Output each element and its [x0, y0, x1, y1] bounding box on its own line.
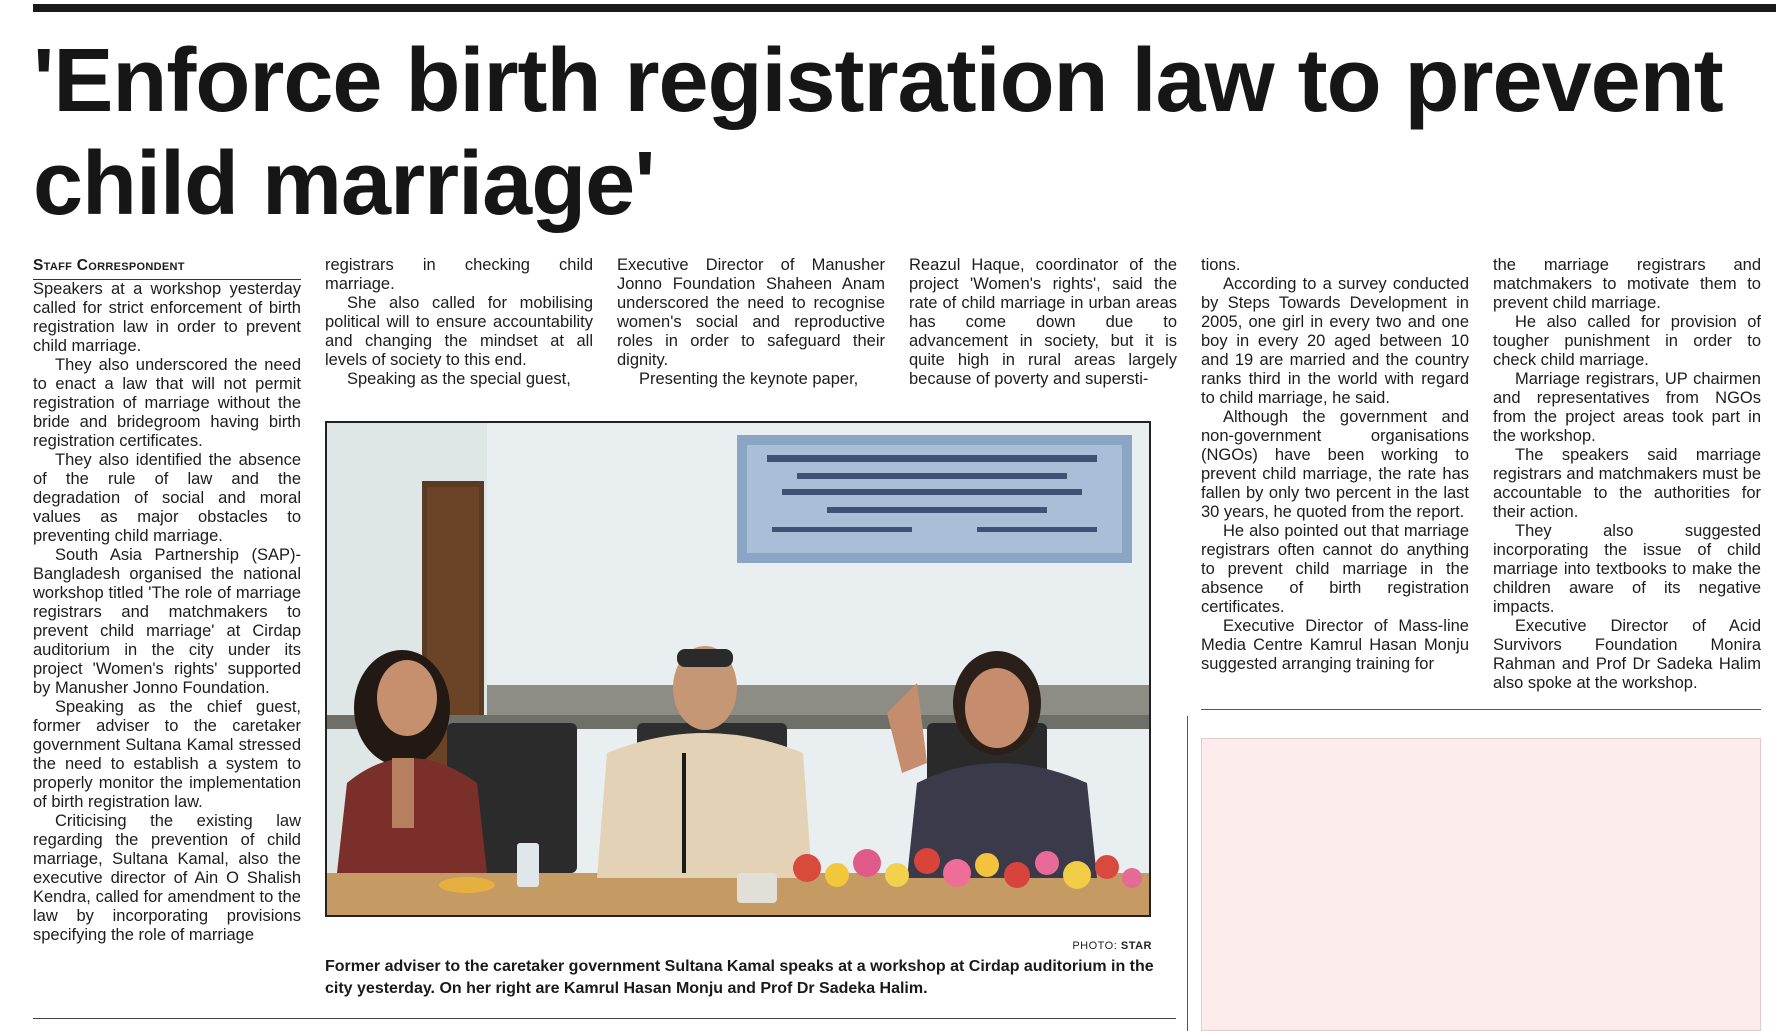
- paragraph: Criticising the existing law regarding the prevention of child marriage, Sultana Kamal, also the executive director of Ain O Shalish Kendra, called for amendment to the law by incorporating provisions specifying the role of marriage: [33, 812, 301, 944]
- paragraph: Executive Director of Manusher Jonno Foundation Shaheen Anam underscored the need to recognise women's social and reproductive roles in order to safeguard their dignity.: [617, 256, 885, 369]
- paragraph: They also underscored the need to enact a law that will not permit registration of marriage without the bride and bridegroom having birth registration certificates.: [33, 356, 301, 450]
- article-column-4: [909, 256, 1177, 389]
- article-column-5: [1201, 256, 1469, 674]
- paragraph: South Asia Partnership (SAP)-Bangladesh organised the national workshop titled 'The role of marriage registrars and matchmakers to prevent child marriage' at Cirdap auditorium in the city under its project 'Women's rights' supported by Manusher Jonno Foundation.: [33, 546, 301, 697]
- article-column-6: [1493, 256, 1761, 693]
- section-rule: [1201, 709, 1761, 710]
- photo-credit-source: STAR: [1120, 940, 1152, 952]
- paragraph: He also called for provision of tougher punishment in order to check child marriage.: [1493, 313, 1761, 369]
- paragraph: registrars in checking child marriage.: [325, 256, 593, 293]
- top-rule: [33, 4, 1776, 12]
- paragraph: Speakers at a workshop yesterday called for strict enforcement of birth registration law in order to prevent child marriage.: [33, 280, 301, 355]
- advertisement-box: [1201, 738, 1761, 1031]
- news-photo: [325, 421, 1151, 917]
- photo-caption: Former adviser to the caretaker government Sultana Kamal speaks at a workshop at Cirdap auditorium in the city yesterday. On her right are Kamrul Hasan Monju and Prof Dr Sadeka Halim.: [325, 958, 1154, 997]
- photo-credit-prefix: PHOTO:: [1072, 940, 1121, 952]
- paragraph: Reazul Haque, coordinator of the project 'Women's rights', said the rate of child marriage in urban areas has come down due to advancement in society, but it is quite high in rural areas largely because of poverty and supersti-: [909, 256, 1177, 388]
- paragraph: Marriage registrars, UP chairmen and representatives from NGOs from the project areas took part in the workshop.: [1493, 370, 1761, 445]
- paragraph: Speaking as the special guest,: [347, 370, 571, 388]
- paragraph: Speaking as the chief guest, former adviser to the caretaker government Sultana Kamal stressed the need to establish a system to properly monitor the implementation of birth registration law.: [33, 698, 301, 811]
- column-divider: [1187, 716, 1188, 1031]
- paragraph: They also suggested incorporating the issue of child marriage into textbooks to make the children aware of its negative impacts.: [1493, 522, 1761, 616]
- paragraph: Executive Director of Mass-line Media Centre Kamrul Hasan Monju suggested arranging training for: [1201, 617, 1469, 673]
- paragraph: tions.: [1201, 256, 1241, 274]
- article-column-3: [617, 256, 885, 389]
- paragraph: Presenting the keynote paper,: [639, 370, 859, 388]
- paragraph: He also pointed out that marriage registrars often cannot do anything to prevent child marriage in the absence of birth registration certificates.: [1201, 522, 1469, 616]
- paragraph: According to a survey conducted by Steps Towards Development in 2005, one girl in every two and one boy in every 20 aged between 10 and 19 are married and the country ranks third in the world with regard to child marriage, he said.: [1201, 275, 1469, 407]
- paragraph: the marriage registrars and matchmakers to motivate them to prevent child marriage.: [1493, 256, 1761, 312]
- headline: 'Enforce birth registration law to prevent child marriage': [33, 31, 1723, 234]
- paragraph: The speakers said marriage registrars and matchmakers must be accountable to the authorities for their action.: [1493, 446, 1761, 521]
- byline: Staff Correspondent: [33, 256, 301, 280]
- bottom-rule: [33, 1018, 1176, 1019]
- article-column-2: [325, 256, 593, 389]
- paragraph: She also called for mobilising political will to ensure accountability and changing the mindset at all levels of society to this end.: [325, 294, 593, 369]
- photo-credit: [1040, 940, 1152, 952]
- paragraph: Executive Director of Acid Survivors Foundation Monira Rahman and Prof Dr Sadeka Halim also spoke at the workshop.: [1493, 617, 1761, 692]
- article-column-1: [33, 256, 301, 945]
- paragraph: Although the government and non-government organisations (NGOs) have been working to prevent child marriage, the rate has fallen by only two percent in the last 30 years, he quoted from the report.: [1201, 408, 1469, 521]
- paragraph: They also identified the absence of the rule of law and the degradation of social and moral values as major obstacles to preventing child marriage.: [33, 451, 301, 545]
